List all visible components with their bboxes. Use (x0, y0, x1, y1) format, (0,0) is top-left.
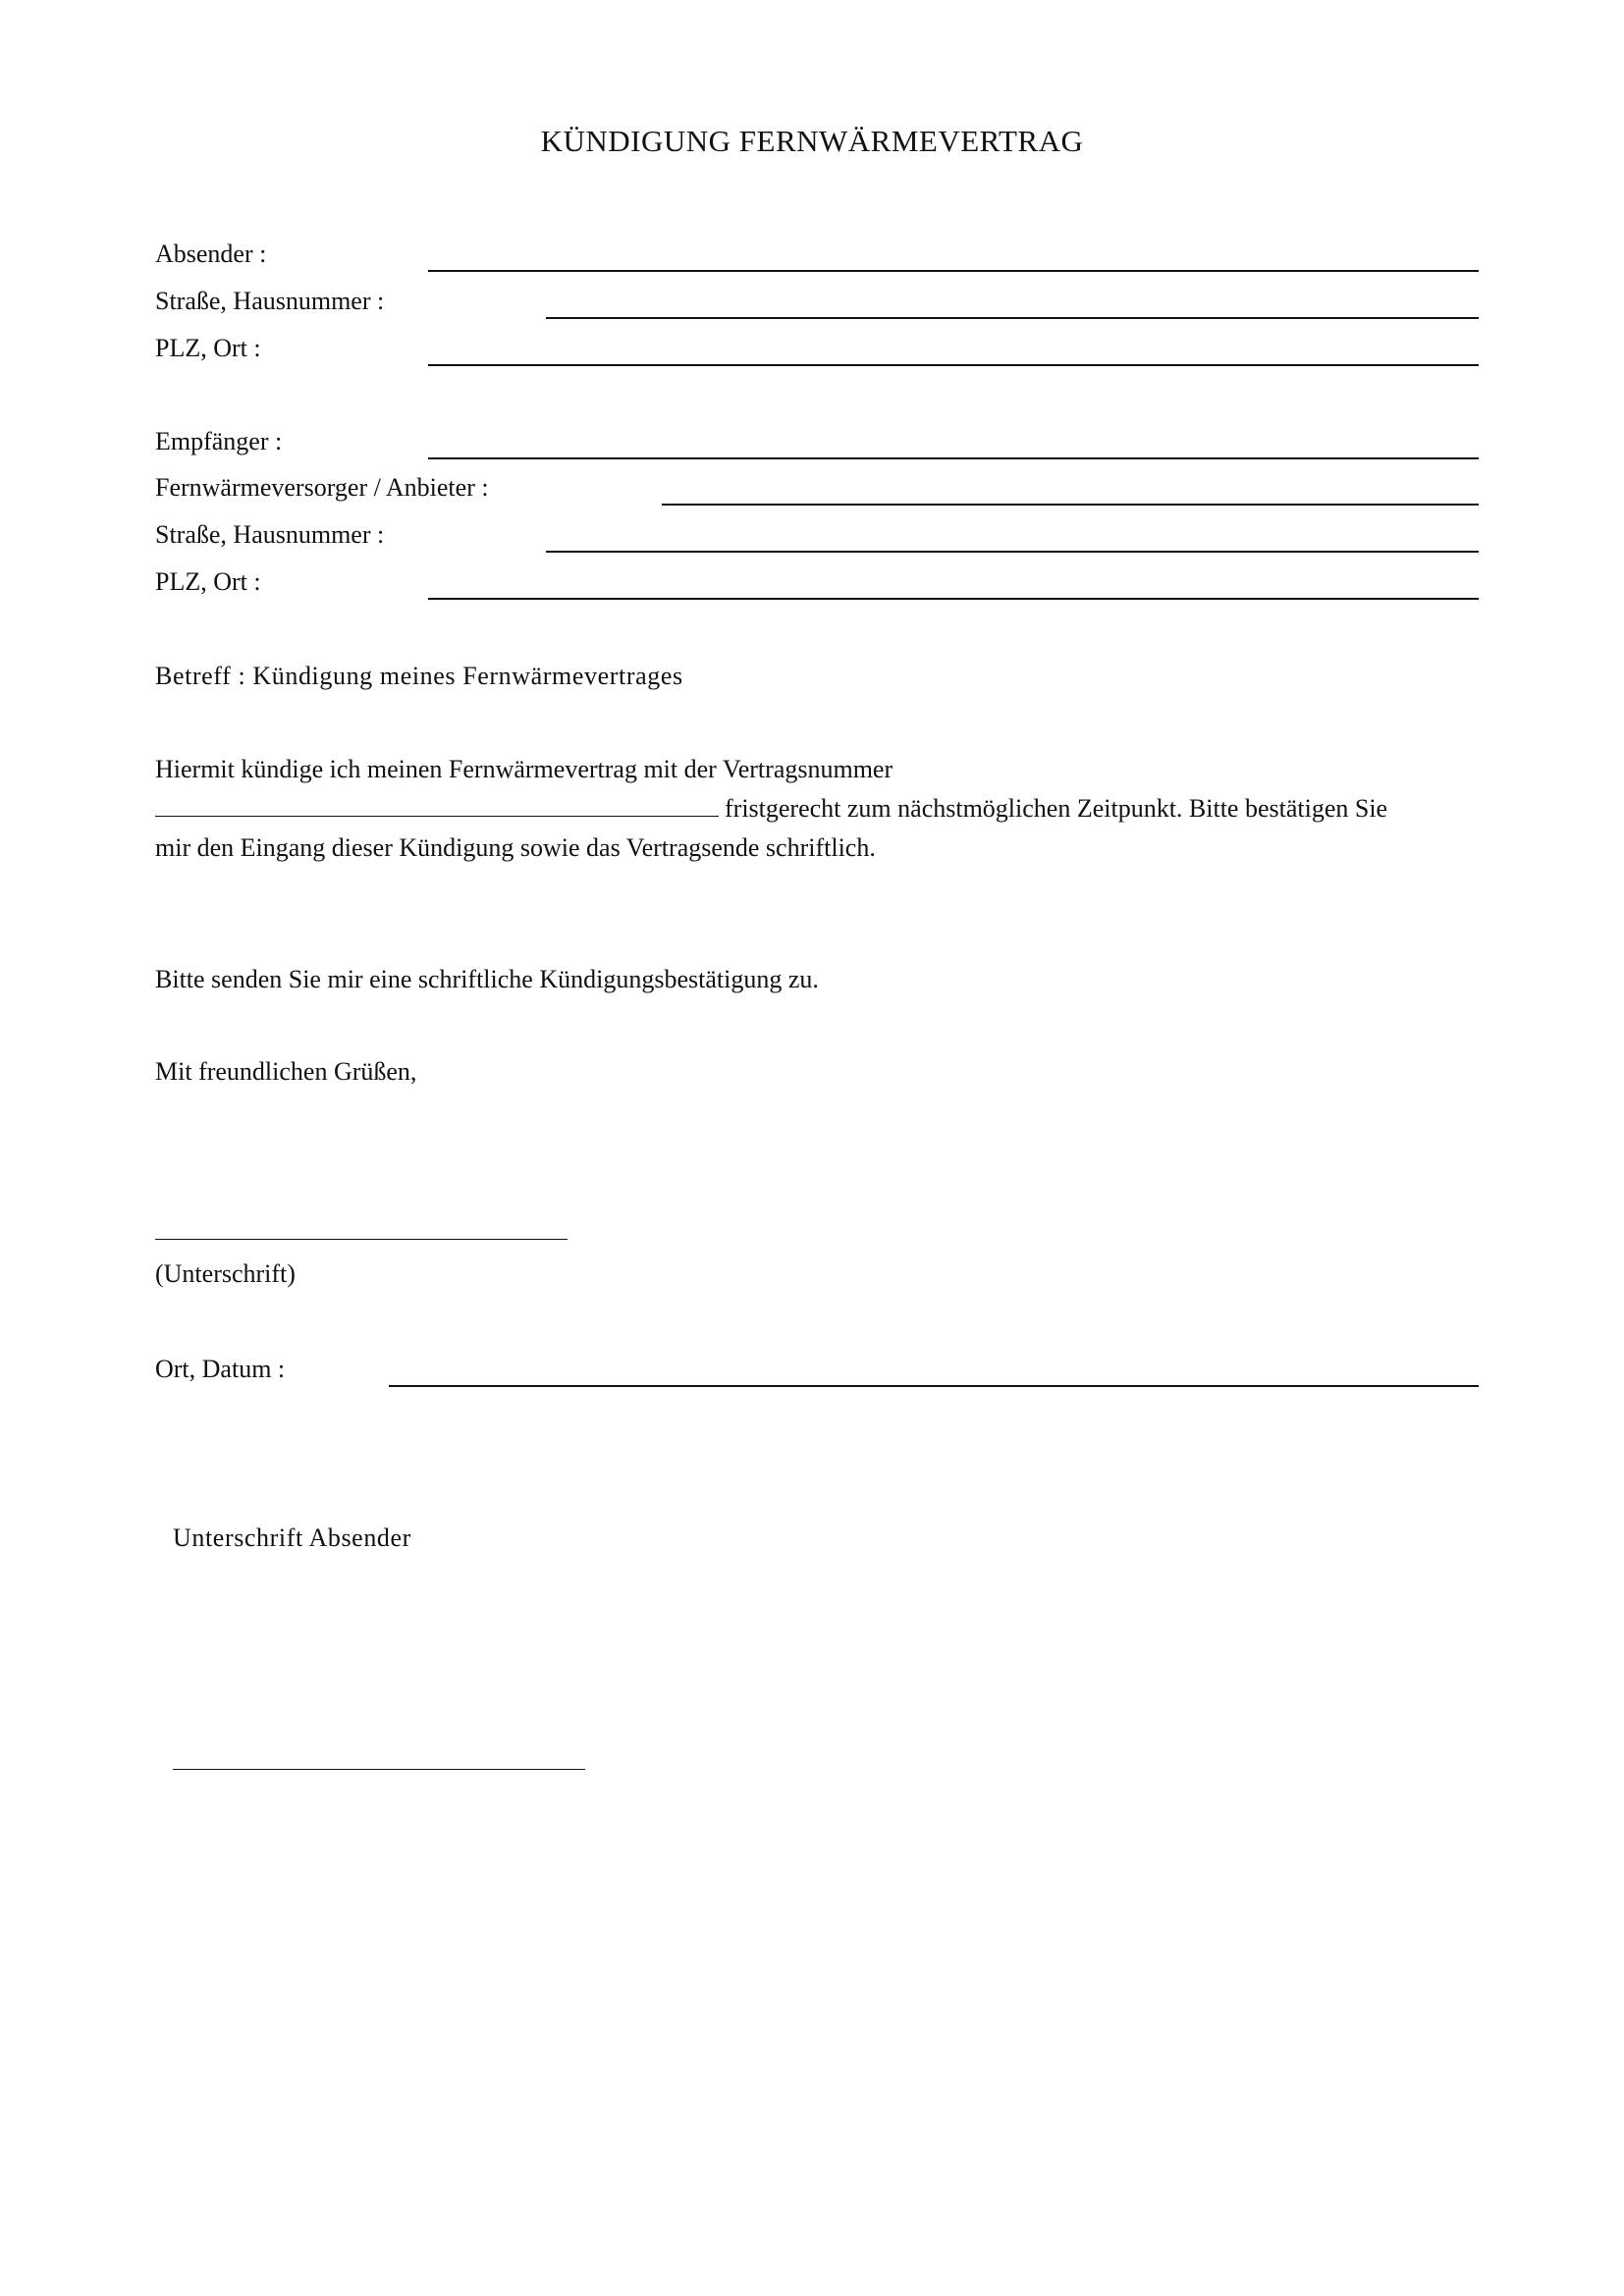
recipient-street-field[interactable] (546, 551, 1479, 553)
sender-street-field[interactable] (546, 317, 1479, 319)
contract-number-field[interactable] (155, 792, 719, 817)
sender-name-field[interactable] (428, 270, 1479, 272)
recipient-provider-field[interactable] (662, 504, 1479, 506)
subject-line: Betreff : Kündigung meines Fernwärmevertrages (155, 662, 683, 690)
sender-street-label: Straße, Hausnummer : (155, 287, 385, 315)
recipient-city-field[interactable] (428, 598, 1479, 600)
place-date-label: Ort, Datum : (155, 1355, 286, 1383)
body-line-1: Hiermit kündige ich meinen Fernwärmevertrag mit der Vertragsnummer (155, 755, 893, 783)
signature-label: (Unterschrift) (155, 1259, 296, 1288)
body-line-2 (155, 789, 1387, 828)
signature-field[interactable] (155, 1239, 568, 1240)
recipient-provider-label: Fernwärmeversorger / Anbieter : (155, 473, 489, 502)
sender-name-label: Absender : (155, 240, 267, 268)
confirmation-request: Bitte senden Sie mir eine schriftliche Kündigungsbestätigung zu. (155, 965, 819, 993)
sender-signature-label: Unterschrift Absender (173, 1523, 411, 1552)
recipient-name-label: Empfänger : (155, 427, 283, 455)
document-title: KÜNDIGUNG FERNWÄRMEVERTRAG (540, 124, 1084, 158)
sender-city-label: PLZ, Ort : (155, 334, 261, 362)
place-date-field[interactable] (389, 1385, 1479, 1387)
recipient-city-label: PLZ, Ort : (155, 567, 261, 596)
sender-signature-field[interactable] (173, 1769, 585, 1770)
body-line-3: mir den Eingang dieser Kündigung sowie das Vertragsende schriftlich. (155, 833, 876, 862)
recipient-street-label: Straße, Hausnummer : (155, 520, 385, 549)
closing-greeting: Mit freundlichen Grüßen, (155, 1057, 417, 1086)
recipient-name-field[interactable] (428, 457, 1479, 459)
sender-city-field[interactable] (428, 364, 1479, 366)
body-line-2-text: fristgerecht zum nächstmöglichen Zeitpunkt. Bitte bestätigen Sie (725, 794, 1388, 823)
